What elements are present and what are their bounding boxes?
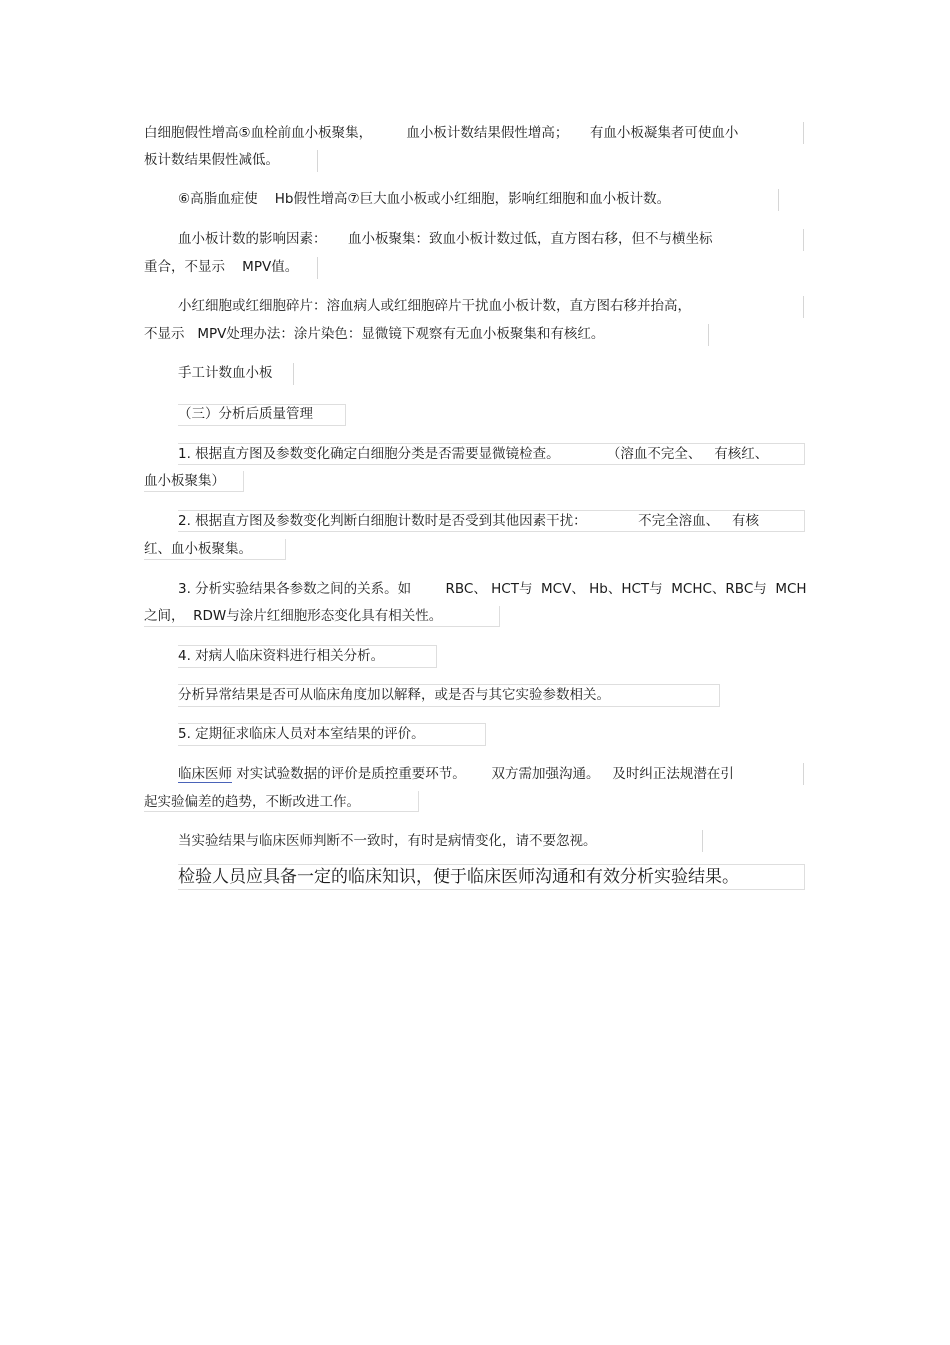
clinician-link[interactable]: 临床医师 <box>178 766 232 782</box>
text-frame <box>144 606 500 627</box>
paragraph-11-line-1: 分析异常结果是否可从临床角度加以解释，或是否与其它实验参数相关。 <box>178 687 610 703</box>
paragraph-1-line-2: 板计数结果假性减低。 <box>144 152 279 168</box>
text-frame-edge <box>803 229 804 251</box>
text-frame-edge <box>317 150 318 172</box>
paragraph-14-line-1: 当实验结果与临床医师判断不一致时，有时是病情变化，请不要忽视。 <box>178 833 597 849</box>
text-frame <box>144 791 419 812</box>
paragraph-13-line-1-text: 对实试验数据的评价是质控重要环节。 双方需加强沟通。 及时纠正法规潜在引 <box>232 766 734 782</box>
paragraph-7-line-1: 1. 根据直方图及参数变化确定白细胞分类是否需要显微镜检查。 （溶血不完全、 有核红、 <box>178 446 769 462</box>
paragraph-3-line-2: 重合，不显示 MPV值。 <box>144 259 299 275</box>
text-frame-edge <box>702 830 703 852</box>
paragraph-12-line-1: 5. 定期征求临床人员对本室结果的评价。 <box>178 726 425 742</box>
paragraph-8-line-2: 红、血小板聚集。 <box>144 541 252 557</box>
paragraph-1-line-1: 白细胞假性增高⑤血栓前血小板聚集， 血小板计数结果假性增高； 有血小板凝集者可使血小 <box>144 125 739 141</box>
section-heading: （三）分析后质量管理 <box>178 406 313 422</box>
paragraph-4-line-2: 不显示 MPV处理办法：涂片染色：显微镜下观察有无血小板聚集和有核红。 <box>144 326 605 342</box>
paragraph-9-line-2: 之间， RDW与涂片红细胞形态变化具有相关性。 <box>144 608 443 624</box>
paragraph-3-line-1: 血小板计数的影响因素： 血小板聚集：致血小板计数过低，直方图右移，但不与横坐标 <box>178 231 713 247</box>
text-frame-edge <box>293 363 294 385</box>
text-frame <box>144 539 286 560</box>
paragraph-13-line-2: 起实验偏差的趋势，不断改进工作。 <box>144 794 360 810</box>
text-frame-edge <box>803 122 804 144</box>
paragraph-9-line-1: 3. 分析实验结果各参数之间的关系。如 RBC、 HCT与 MCV、 Hb、HCT与 MCHC、RBC与 MCH <box>178 581 807 597</box>
paragraph-10-line-1: 4. 对病人临床资料进行相关分析。 <box>178 648 385 664</box>
paragraph-8-line-1: 2. 根据直方图及参数变化判断白细胞计数时是否受到其他因素干扰： 不完全溶血、 有核 <box>178 513 760 529</box>
paragraph-13-line-1 <box>178 765 734 783</box>
paragraph-5-line-1: 手工计数血小板 <box>178 365 273 381</box>
text-frame-edge <box>803 296 804 318</box>
text-frame-edge <box>708 324 709 346</box>
text-frame <box>144 471 244 492</box>
paragraph-2-line-1: ⑥高脂血症使 Hb假性增高⑦巨大血小板或小红细胞，影响红细胞和血小板计数。 <box>178 191 671 207</box>
paragraph-7-line-2: 血小板聚集） <box>144 473 225 489</box>
paragraph-4-line-1: 小红细胞或红细胞碎片：溶血病人或红细胞碎片干扰血小板计数，直方图右移并抬高， <box>178 298 691 314</box>
text-frame-edge <box>803 763 804 785</box>
text-frame-edge <box>317 257 318 279</box>
text-frame-edge <box>778 189 779 211</box>
paragraph-15-line-1: 检验人员应具备一定的临床知识，便于临床医师沟通和有效分析实验结果。 <box>178 867 739 887</box>
